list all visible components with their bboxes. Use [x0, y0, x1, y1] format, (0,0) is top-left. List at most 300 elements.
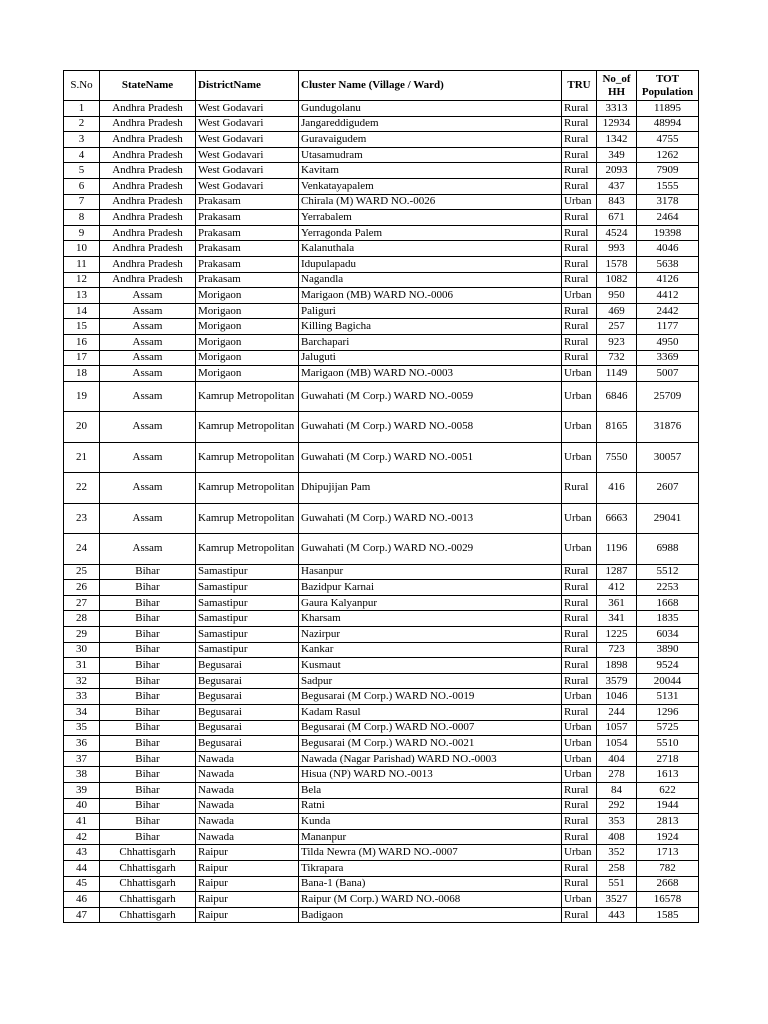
- table-row: [64, 288, 699, 304]
- header-sno: S.No: [64, 71, 100, 101]
- cell-tru: Rural: [562, 783, 597, 799]
- table-row: [64, 116, 699, 132]
- cell-households: 551: [597, 876, 637, 892]
- table-row: [64, 101, 699, 117]
- cell-population: 1944: [637, 798, 699, 814]
- cell-population: 4755: [637, 132, 699, 148]
- cell-sno: 29: [64, 627, 100, 643]
- table-row: [64, 798, 699, 814]
- cell-households: 412: [597, 580, 637, 596]
- cell-tru: Urban: [562, 412, 597, 443]
- cell-district: Prakasam: [196, 272, 299, 288]
- cell-cluster: Yerragonda Palem: [299, 225, 562, 241]
- cell-state: Assam: [100, 350, 196, 366]
- cell-households: 12934: [597, 116, 637, 132]
- cell-tru: Rural: [562, 798, 597, 814]
- cell-state: Assam: [100, 534, 196, 565]
- cell-households: 437: [597, 178, 637, 194]
- table-row: [64, 642, 699, 658]
- cell-sno: 10: [64, 241, 100, 257]
- table-row: [64, 381, 699, 412]
- header-pop-line1: TOT: [655, 72, 680, 85]
- cell-population: 1924: [637, 829, 699, 845]
- cell-tru: Rural: [562, 163, 597, 179]
- cell-population: 622: [637, 783, 699, 799]
- cell-state: Assam: [100, 442, 196, 473]
- cell-cluster: Ratni: [299, 798, 562, 814]
- cell-state: Chhattisgarh: [100, 907, 196, 923]
- cell-cluster: Mananpur: [299, 829, 562, 845]
- header-row: [64, 71, 699, 101]
- cell-cluster: Kusmaut: [299, 658, 562, 674]
- cell-state: Andhra Pradesh: [100, 225, 196, 241]
- cell-district: Raipur: [196, 860, 299, 876]
- header-tru: TRU: [562, 71, 597, 101]
- cell-households: 443: [597, 907, 637, 923]
- cell-district: Prakasam: [196, 225, 299, 241]
- cell-district: Prakasam: [196, 256, 299, 272]
- cell-district: Begusarai: [196, 673, 299, 689]
- table-row: [64, 147, 699, 163]
- cell-population: 1585: [637, 907, 699, 923]
- cell-tru: Urban: [562, 442, 597, 473]
- cell-state: Bihar: [100, 564, 196, 580]
- cell-district: Raipur: [196, 876, 299, 892]
- cell-state: Andhra Pradesh: [100, 132, 196, 148]
- cell-population: 4126: [637, 272, 699, 288]
- cell-sno: 16: [64, 334, 100, 350]
- cell-cluster: Raipur (M Corp.) WARD NO.-0068: [299, 892, 562, 908]
- header-pop: [637, 71, 699, 101]
- cell-population: 7909: [637, 163, 699, 179]
- table-row: [64, 814, 699, 830]
- cell-households: 341: [597, 611, 637, 627]
- cell-households: 404: [597, 751, 637, 767]
- cell-district: Kamrup Metropolitan: [196, 381, 299, 412]
- cell-cluster: Chirala (M) WARD NO.-0026: [299, 194, 562, 210]
- cell-district: Nawada: [196, 751, 299, 767]
- cell-cluster: Kharsam: [299, 611, 562, 627]
- cell-sno: 2: [64, 116, 100, 132]
- table-row: [64, 503, 699, 534]
- cell-sno: 3: [64, 132, 100, 148]
- cell-households: 8165: [597, 412, 637, 443]
- cell-sno: 11: [64, 256, 100, 272]
- cell-cluster: Nawada (Nagar Parishad) WARD NO.-0003: [299, 751, 562, 767]
- cell-population: 1555: [637, 178, 699, 194]
- cell-state: Assam: [100, 412, 196, 443]
- cell-cluster: Killing Bagicha: [299, 319, 562, 335]
- table-row: [64, 751, 699, 767]
- cell-households: 1342: [597, 132, 637, 148]
- cell-cluster: Gundugolanu: [299, 101, 562, 117]
- cell-cluster: Kavitam: [299, 163, 562, 179]
- cell-tru: Urban: [562, 194, 597, 210]
- cell-households: 353: [597, 814, 637, 830]
- cell-households: 1057: [597, 720, 637, 736]
- cell-state: Bihar: [100, 783, 196, 799]
- cell-population: 4950: [637, 334, 699, 350]
- cell-tru: Urban: [562, 534, 597, 565]
- cell-district: Samastipur: [196, 627, 299, 643]
- cell-households: 1082: [597, 272, 637, 288]
- cell-cluster: Kadam Rasul: [299, 705, 562, 721]
- cell-state: Andhra Pradesh: [100, 194, 196, 210]
- cell-cluster: Sadpur: [299, 673, 562, 689]
- cell-state: Andhra Pradesh: [100, 116, 196, 132]
- table-row: [64, 689, 699, 705]
- cell-state: Assam: [100, 473, 196, 504]
- cell-district: Samastipur: [196, 595, 299, 611]
- cell-cluster: Guwahati (M Corp.) WARD NO.-0058: [299, 412, 562, 443]
- cell-district: West Godavari: [196, 116, 299, 132]
- table-row: [64, 767, 699, 783]
- table-row: [64, 907, 699, 923]
- cell-district: Nawada: [196, 829, 299, 845]
- cell-population: 48994: [637, 116, 699, 132]
- cell-district: Kamrup Metropolitan: [196, 473, 299, 504]
- cell-cluster: Kankar: [299, 642, 562, 658]
- cell-state: Andhra Pradesh: [100, 147, 196, 163]
- table-row: [64, 845, 699, 861]
- cell-state: Bihar: [100, 767, 196, 783]
- cell-population: 1177: [637, 319, 699, 335]
- cell-cluster: Begusarai (M Corp.) WARD NO.-0021: [299, 736, 562, 752]
- cell-tru: Rural: [562, 473, 597, 504]
- cell-households: 469: [597, 303, 637, 319]
- cell-state: Assam: [100, 303, 196, 319]
- cell-district: Morigaon: [196, 319, 299, 335]
- cell-cluster: Jaluguti: [299, 350, 562, 366]
- table-row: [64, 627, 699, 643]
- cell-tru: Urban: [562, 503, 597, 534]
- cell-state: Chhattisgarh: [100, 876, 196, 892]
- cell-households: 258: [597, 860, 637, 876]
- cluster-table: [63, 70, 699, 923]
- cell-state: Bihar: [100, 751, 196, 767]
- cell-sno: 1: [64, 101, 100, 117]
- cell-district: Raipur: [196, 845, 299, 861]
- cell-tru: Rural: [562, 303, 597, 319]
- cell-cluster: Paliguri: [299, 303, 562, 319]
- cell-population: 1262: [637, 147, 699, 163]
- cell-households: 292: [597, 798, 637, 814]
- cell-cluster: Guwahati (M Corp.) WARD NO.-0051: [299, 442, 562, 473]
- cell-tru: Rural: [562, 860, 597, 876]
- cell-population: 4046: [637, 241, 699, 257]
- table-row: [64, 720, 699, 736]
- cell-tru: Urban: [562, 751, 597, 767]
- cell-tru: Rural: [562, 210, 597, 226]
- table-row: [64, 210, 699, 226]
- table-row: [64, 876, 699, 892]
- cell-sno: 13: [64, 288, 100, 304]
- cell-sno: 12: [64, 272, 100, 288]
- cell-cluster: Idupulapadu: [299, 256, 562, 272]
- table-row: [64, 163, 699, 179]
- cell-sno: 33: [64, 689, 100, 705]
- cell-population: 1613: [637, 767, 699, 783]
- header-hh: [597, 71, 637, 101]
- cell-state: Bihar: [100, 829, 196, 845]
- cell-state: Andhra Pradesh: [100, 256, 196, 272]
- cell-population: 4412: [637, 288, 699, 304]
- cell-population: 19398: [637, 225, 699, 241]
- cell-sno: 44: [64, 860, 100, 876]
- cell-households: 6663: [597, 503, 637, 534]
- cell-state: Assam: [100, 503, 196, 534]
- cell-tru: Urban: [562, 689, 597, 705]
- cell-sno: 46: [64, 892, 100, 908]
- table-row: [64, 473, 699, 504]
- cell-tru: Urban: [562, 892, 597, 908]
- cell-sno: 25: [64, 564, 100, 580]
- table-row: [64, 241, 699, 257]
- cell-cluster: Yerrabalem: [299, 210, 562, 226]
- cell-households: 4524: [597, 225, 637, 241]
- cell-tru: Rural: [562, 101, 597, 117]
- cell-cluster: Bela: [299, 783, 562, 799]
- cell-population: 5510: [637, 736, 699, 752]
- cell-sno: 47: [64, 907, 100, 923]
- cell-district: Morigaon: [196, 288, 299, 304]
- cell-district: Kamrup Metropolitan: [196, 534, 299, 565]
- cell-district: West Godavari: [196, 132, 299, 148]
- cell-state: Assam: [100, 319, 196, 335]
- cell-cluster: Guravaigudem: [299, 132, 562, 148]
- cell-sno: 21: [64, 442, 100, 473]
- cell-population: 9524: [637, 658, 699, 674]
- cell-households: 723: [597, 642, 637, 658]
- cell-state: Bihar: [100, 595, 196, 611]
- table-row: [64, 366, 699, 382]
- cell-state: Assam: [100, 288, 196, 304]
- cell-households: 671: [597, 210, 637, 226]
- cell-district: Begusarai: [196, 658, 299, 674]
- cell-population: 6988: [637, 534, 699, 565]
- cell-tru: Rural: [562, 319, 597, 335]
- cell-households: 1196: [597, 534, 637, 565]
- cell-district: Nawada: [196, 814, 299, 830]
- cell-population: 31876: [637, 412, 699, 443]
- table-row: [64, 736, 699, 752]
- cell-sno: 30: [64, 642, 100, 658]
- table-row: [64, 673, 699, 689]
- cell-population: 3178: [637, 194, 699, 210]
- cell-sno: 41: [64, 814, 100, 830]
- cell-cluster: Begusarai (M Corp.) WARD NO.-0007: [299, 720, 562, 736]
- cell-households: 1149: [597, 366, 637, 382]
- table-row: [64, 611, 699, 627]
- cell-households: 950: [597, 288, 637, 304]
- cell-population: 3369: [637, 350, 699, 366]
- cell-households: 2093: [597, 163, 637, 179]
- cell-sno: 17: [64, 350, 100, 366]
- table-row: [64, 595, 699, 611]
- cell-state: Andhra Pradesh: [100, 163, 196, 179]
- table-row: [64, 272, 699, 288]
- cell-households: 349: [597, 147, 637, 163]
- cell-population: 5512: [637, 564, 699, 580]
- cell-sno: 31: [64, 658, 100, 674]
- table-row: [64, 334, 699, 350]
- cell-cluster: Bana-1 (Bana): [299, 876, 562, 892]
- cell-cluster: Barchapari: [299, 334, 562, 350]
- cell-district: Begusarai: [196, 705, 299, 721]
- table-row: [64, 350, 699, 366]
- cell-state: Assam: [100, 366, 196, 382]
- cell-district: West Godavari: [196, 101, 299, 117]
- cell-tru: Rural: [562, 116, 597, 132]
- cell-households: 84: [597, 783, 637, 799]
- header-hh-line2: HH: [607, 85, 626, 98]
- cell-cluster: Guwahati (M Corp.) WARD NO.-0059: [299, 381, 562, 412]
- cell-sno: 45: [64, 876, 100, 892]
- cell-tru: Rural: [562, 705, 597, 721]
- table-row: [64, 580, 699, 596]
- cell-population: 1835: [637, 611, 699, 627]
- cell-cluster: Tilda Newra (M) WARD NO.-0007: [299, 845, 562, 861]
- cell-district: Prakasam: [196, 210, 299, 226]
- cell-sno: 4: [64, 147, 100, 163]
- header-hh-line1: No_of: [602, 72, 631, 85]
- cell-tru: Rural: [562, 673, 597, 689]
- cell-population: 1668: [637, 595, 699, 611]
- cell-households: 732: [597, 350, 637, 366]
- cell-district: Morigaon: [196, 350, 299, 366]
- cell-households: 3313: [597, 101, 637, 117]
- cell-sno: 24: [64, 534, 100, 565]
- cell-cluster: Bazidpur Karnai: [299, 580, 562, 596]
- cell-sno: 8: [64, 210, 100, 226]
- cell-district: Begusarai: [196, 736, 299, 752]
- cell-population: 1713: [637, 845, 699, 861]
- cell-tru: Rural: [562, 147, 597, 163]
- cell-district: Morigaon: [196, 334, 299, 350]
- cell-households: 352: [597, 845, 637, 861]
- cell-tru: Rural: [562, 595, 597, 611]
- cell-district: Samastipur: [196, 580, 299, 596]
- cell-tru: Urban: [562, 736, 597, 752]
- cell-state: Bihar: [100, 642, 196, 658]
- cell-sno: 42: [64, 829, 100, 845]
- cell-households: 3579: [597, 673, 637, 689]
- cell-population: 2668: [637, 876, 699, 892]
- cell-population: 2607: [637, 473, 699, 504]
- cell-population: 2718: [637, 751, 699, 767]
- cell-households: 257: [597, 319, 637, 335]
- cell-population: 5007: [637, 366, 699, 382]
- cell-tru: Rural: [562, 580, 597, 596]
- cell-households: 408: [597, 829, 637, 845]
- cell-district: Prakasam: [196, 194, 299, 210]
- cell-population: 30057: [637, 442, 699, 473]
- cell-sno: 34: [64, 705, 100, 721]
- cell-households: 6846: [597, 381, 637, 412]
- cell-households: 1898: [597, 658, 637, 674]
- cell-households: 244: [597, 705, 637, 721]
- cell-population: 29041: [637, 503, 699, 534]
- cell-population: 782: [637, 860, 699, 876]
- cell-tru: Rural: [562, 334, 597, 350]
- cell-state: Bihar: [100, 627, 196, 643]
- cell-district: Samastipur: [196, 642, 299, 658]
- cell-tru: Rural: [562, 611, 597, 627]
- cell-tru: Urban: [562, 720, 597, 736]
- cell-population: 16578: [637, 892, 699, 908]
- cell-tru: Rural: [562, 350, 597, 366]
- cell-tru: Rural: [562, 642, 597, 658]
- cell-district: Kamrup Metropolitan: [196, 442, 299, 473]
- cell-cluster: Venkatayapalem: [299, 178, 562, 194]
- cell-sno: 26: [64, 580, 100, 596]
- table-row: [64, 564, 699, 580]
- cell-district: Samastipur: [196, 611, 299, 627]
- header-pop-line2: Population: [641, 85, 694, 98]
- cell-tru: Urban: [562, 767, 597, 783]
- cell-tru: Urban: [562, 845, 597, 861]
- cell-tru: Rural: [562, 658, 597, 674]
- table-row: [64, 178, 699, 194]
- cell-households: 3527: [597, 892, 637, 908]
- table-row: [64, 829, 699, 845]
- cell-sno: 18: [64, 366, 100, 382]
- cell-sno: 20: [64, 412, 100, 443]
- cell-state: Bihar: [100, 798, 196, 814]
- cell-tru: Rural: [562, 814, 597, 830]
- cell-sno: 9: [64, 225, 100, 241]
- cell-sno: 35: [64, 720, 100, 736]
- cell-state: Bihar: [100, 689, 196, 705]
- cell-tru: Rural: [562, 272, 597, 288]
- cell-cluster: Tikrapara: [299, 860, 562, 876]
- cell-cluster: Dhipujijan Pam: [299, 473, 562, 504]
- cell-cluster: Nagandla: [299, 272, 562, 288]
- cell-population: 11895: [637, 101, 699, 117]
- cell-state: Bihar: [100, 736, 196, 752]
- cell-district: Begusarai: [196, 689, 299, 705]
- cell-state: Bihar: [100, 673, 196, 689]
- cell-state: Bihar: [100, 814, 196, 830]
- cell-state: Bihar: [100, 705, 196, 721]
- cell-state: Andhra Pradesh: [100, 272, 196, 288]
- cell-tru: Rural: [562, 178, 597, 194]
- table-row: [64, 442, 699, 473]
- cell-households: 1046: [597, 689, 637, 705]
- cell-cluster: Nazirpur: [299, 627, 562, 643]
- cell-state: Bihar: [100, 658, 196, 674]
- cell-tru: Urban: [562, 288, 597, 304]
- cell-sno: 43: [64, 845, 100, 861]
- cell-households: 1287: [597, 564, 637, 580]
- cell-households: 923: [597, 334, 637, 350]
- cell-cluster: Begusarai (M Corp.) WARD NO.-0019: [299, 689, 562, 705]
- cell-tru: Rural: [562, 627, 597, 643]
- cell-district: Kamrup Metropolitan: [196, 412, 299, 443]
- cell-sno: 23: [64, 503, 100, 534]
- table-row: [64, 412, 699, 443]
- cell-state: Chhattisgarh: [100, 860, 196, 876]
- cell-district: Morigaon: [196, 303, 299, 319]
- cell-district: Nawada: [196, 798, 299, 814]
- cell-tru: Rural: [562, 829, 597, 845]
- cell-sno: 5: [64, 163, 100, 179]
- cell-district: Kamrup Metropolitan: [196, 503, 299, 534]
- cell-state: Bihar: [100, 611, 196, 627]
- table-row: [64, 319, 699, 335]
- table-row: [64, 705, 699, 721]
- cell-tru: Rural: [562, 241, 597, 257]
